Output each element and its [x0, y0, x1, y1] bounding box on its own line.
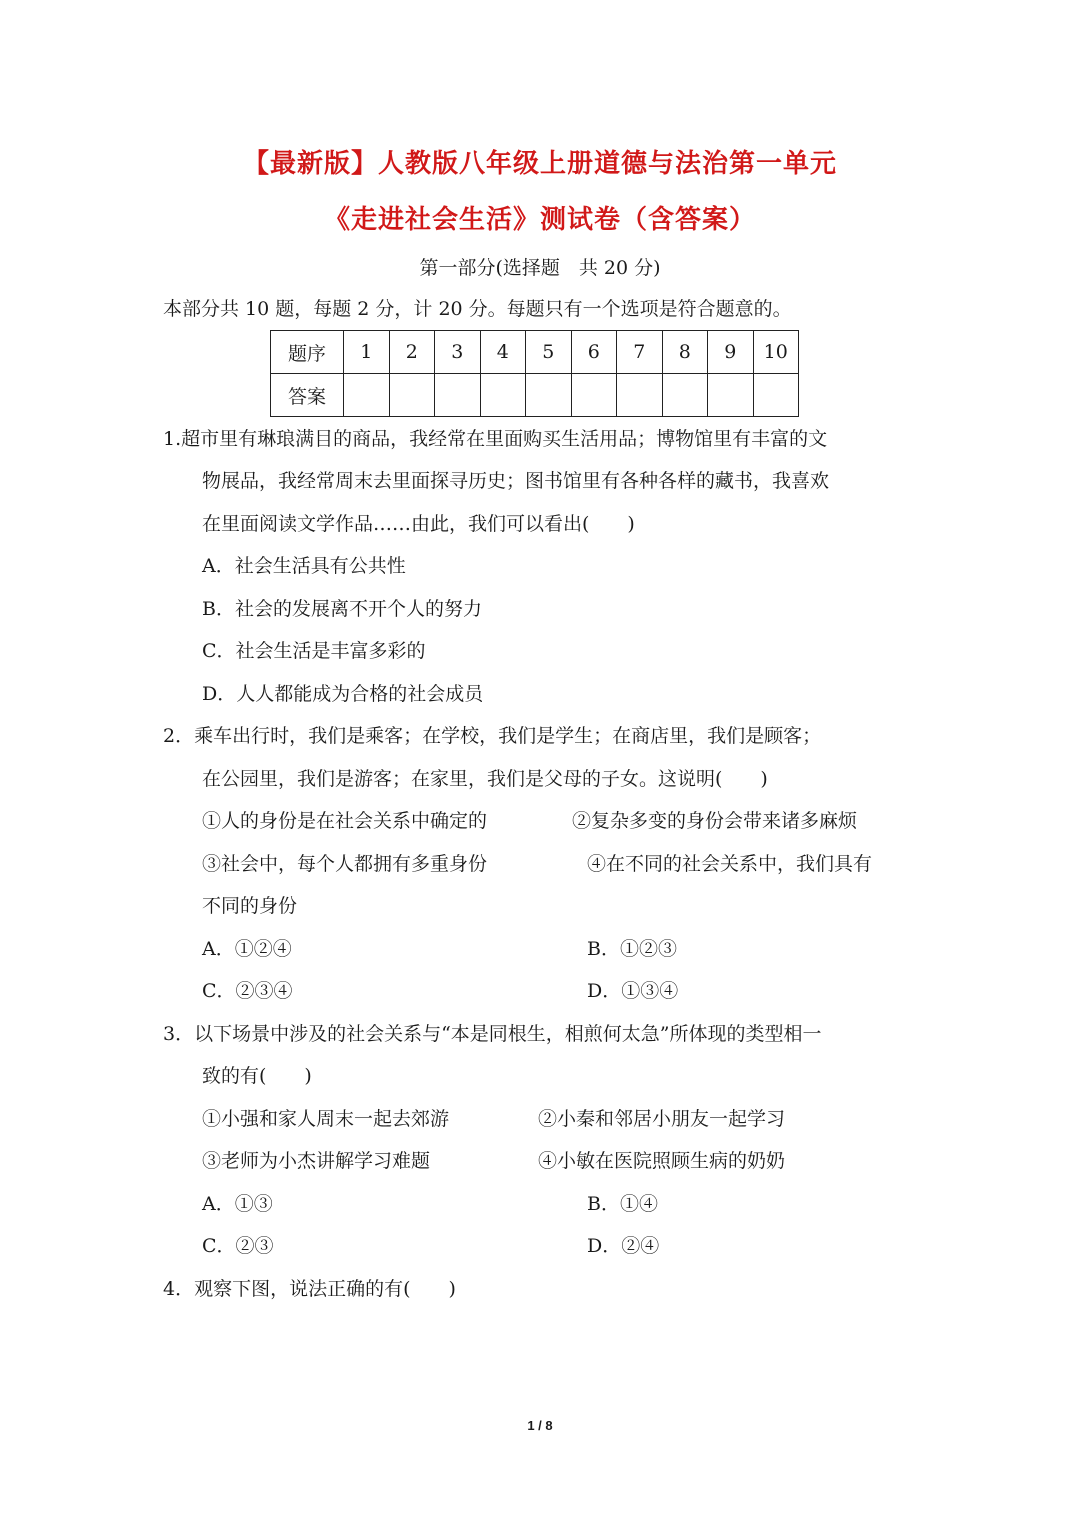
table-row-numbers — [271, 331, 799, 374]
table-row-answers — [271, 374, 799, 417]
table-header-cell: 题序 — [271, 331, 344, 374]
question-2-stem: 在公园里，我们是游客；在家里，我们是父母的子女。这说明( ) — [202, 768, 768, 790]
answer-table — [270, 330, 799, 417]
question-3-stem: 3．以下场景中涉及的社会关系与“本是同根生，相煎何太急”所体现的类型相一 — [163, 1023, 822, 1045]
answer-cell[interactable] — [480, 374, 526, 417]
question-number-cell: 9 — [708, 331, 754, 374]
question-2-statement: ②复杂多变的身份会带来诸多麻烦 — [572, 810, 858, 832]
answer-cell[interactable] — [526, 374, 572, 417]
table-header-cell: 答案 — [271, 374, 344, 417]
question-3-option-d: D．②④ — [587, 1235, 660, 1257]
question-3-stem: 致的有( ) — [202, 1065, 312, 1087]
question-number-cell: 10 — [753, 331, 799, 374]
question-2-option-a: A．①②④ — [202, 938, 292, 960]
section-title: 第一部分(选择题 共 20 分) — [419, 257, 661, 279]
question-3-statement: ④小敏在医院照顾生病的奶奶 — [538, 1150, 786, 1172]
question-number-cell: 1 — [344, 331, 390, 374]
question-2-statement: ③社会中，每个人都拥有多重身份 — [202, 853, 488, 875]
question-2-statement: 不同的身份 — [202, 895, 298, 917]
question-1-stem: 在里面阅读文学作品……由此，我们可以看出( ) — [202, 513, 635, 535]
question-1-option-c: C．社会生活是丰富多彩的 — [202, 640, 426, 662]
page-number: 1 / 8 — [527, 1418, 553, 1433]
answer-cell[interactable] — [389, 374, 435, 417]
question-2-option-d: D．①③④ — [587, 980, 679, 1002]
question-1-stem: 1.超市里有琳琅满目的商品，我经常在里面购买生活用品；博物馆里有丰富的文 — [163, 428, 828, 450]
question-1-option-d: D．人人都能成为合格的社会成员 — [202, 683, 484, 705]
question-number-cell: 6 — [571, 331, 617, 374]
answer-cell[interactable] — [435, 374, 481, 417]
question-1-option-b: B．社会的发展离不开个人的努力 — [202, 598, 482, 620]
question-number-cell: 2 — [389, 331, 435, 374]
document-title-line1: 【最新版】人教版八年级上册道德与法治第一单元 — [242, 149, 837, 179]
answer-cell[interactable] — [662, 374, 708, 417]
question-number-cell: 5 — [526, 331, 572, 374]
question-3-statement: ③老师为小杰讲解学习难题 — [202, 1150, 431, 1172]
question-number-cell: 7 — [617, 331, 663, 374]
question-number-cell: 3 — [435, 331, 481, 374]
answer-cell[interactable] — [708, 374, 754, 417]
instructions: 本部分共 10 题，每题 2 分，计 20 分。每题只有一个选项是符合题意的。 — [163, 298, 792, 320]
question-2-statement: ④在不同的社会关系中，我们具有 — [587, 853, 873, 875]
answer-cell[interactable] — [617, 374, 663, 417]
question-2-stem: 2．乘车出行时，我们是乘客；在学校，我们是学生；在商店里，我们是顾客； — [163, 725, 822, 747]
question-3-option-b: B．①④ — [587, 1193, 658, 1215]
question-2-option-b: B．①②③ — [587, 938, 677, 960]
document-title-line2: 《走进社会生活》测试卷（含答案） — [323, 205, 756, 235]
question-number-cell: 8 — [662, 331, 708, 374]
question-1-option-a: A．社会生活具有公共性 — [202, 555, 406, 577]
question-4-stem: 4．观察下图，说法正确的有( ) — [163, 1278, 456, 1300]
question-1-stem: 物展品，我经常周末去里面探寻历史；图书馆里有各种各样的藏书，我喜欢 — [202, 470, 830, 492]
question-2-option-c: C．②③④ — [202, 980, 293, 1002]
question-3-statement: ②小秦和邻居小朋友一起学习 — [538, 1108, 786, 1130]
question-2-statement: ①人的身份是在社会关系中确定的 — [202, 810, 488, 832]
question-number-cell: 4 — [480, 331, 526, 374]
question-3-statement: ①小强和家人周末一起去郊游 — [202, 1108, 450, 1130]
answer-cell[interactable] — [344, 374, 390, 417]
question-3-option-c: C．②③ — [202, 1235, 274, 1257]
answer-cell[interactable] — [753, 374, 799, 417]
answer-cell[interactable] — [571, 374, 617, 417]
question-3-option-a: A．①③ — [202, 1193, 273, 1215]
